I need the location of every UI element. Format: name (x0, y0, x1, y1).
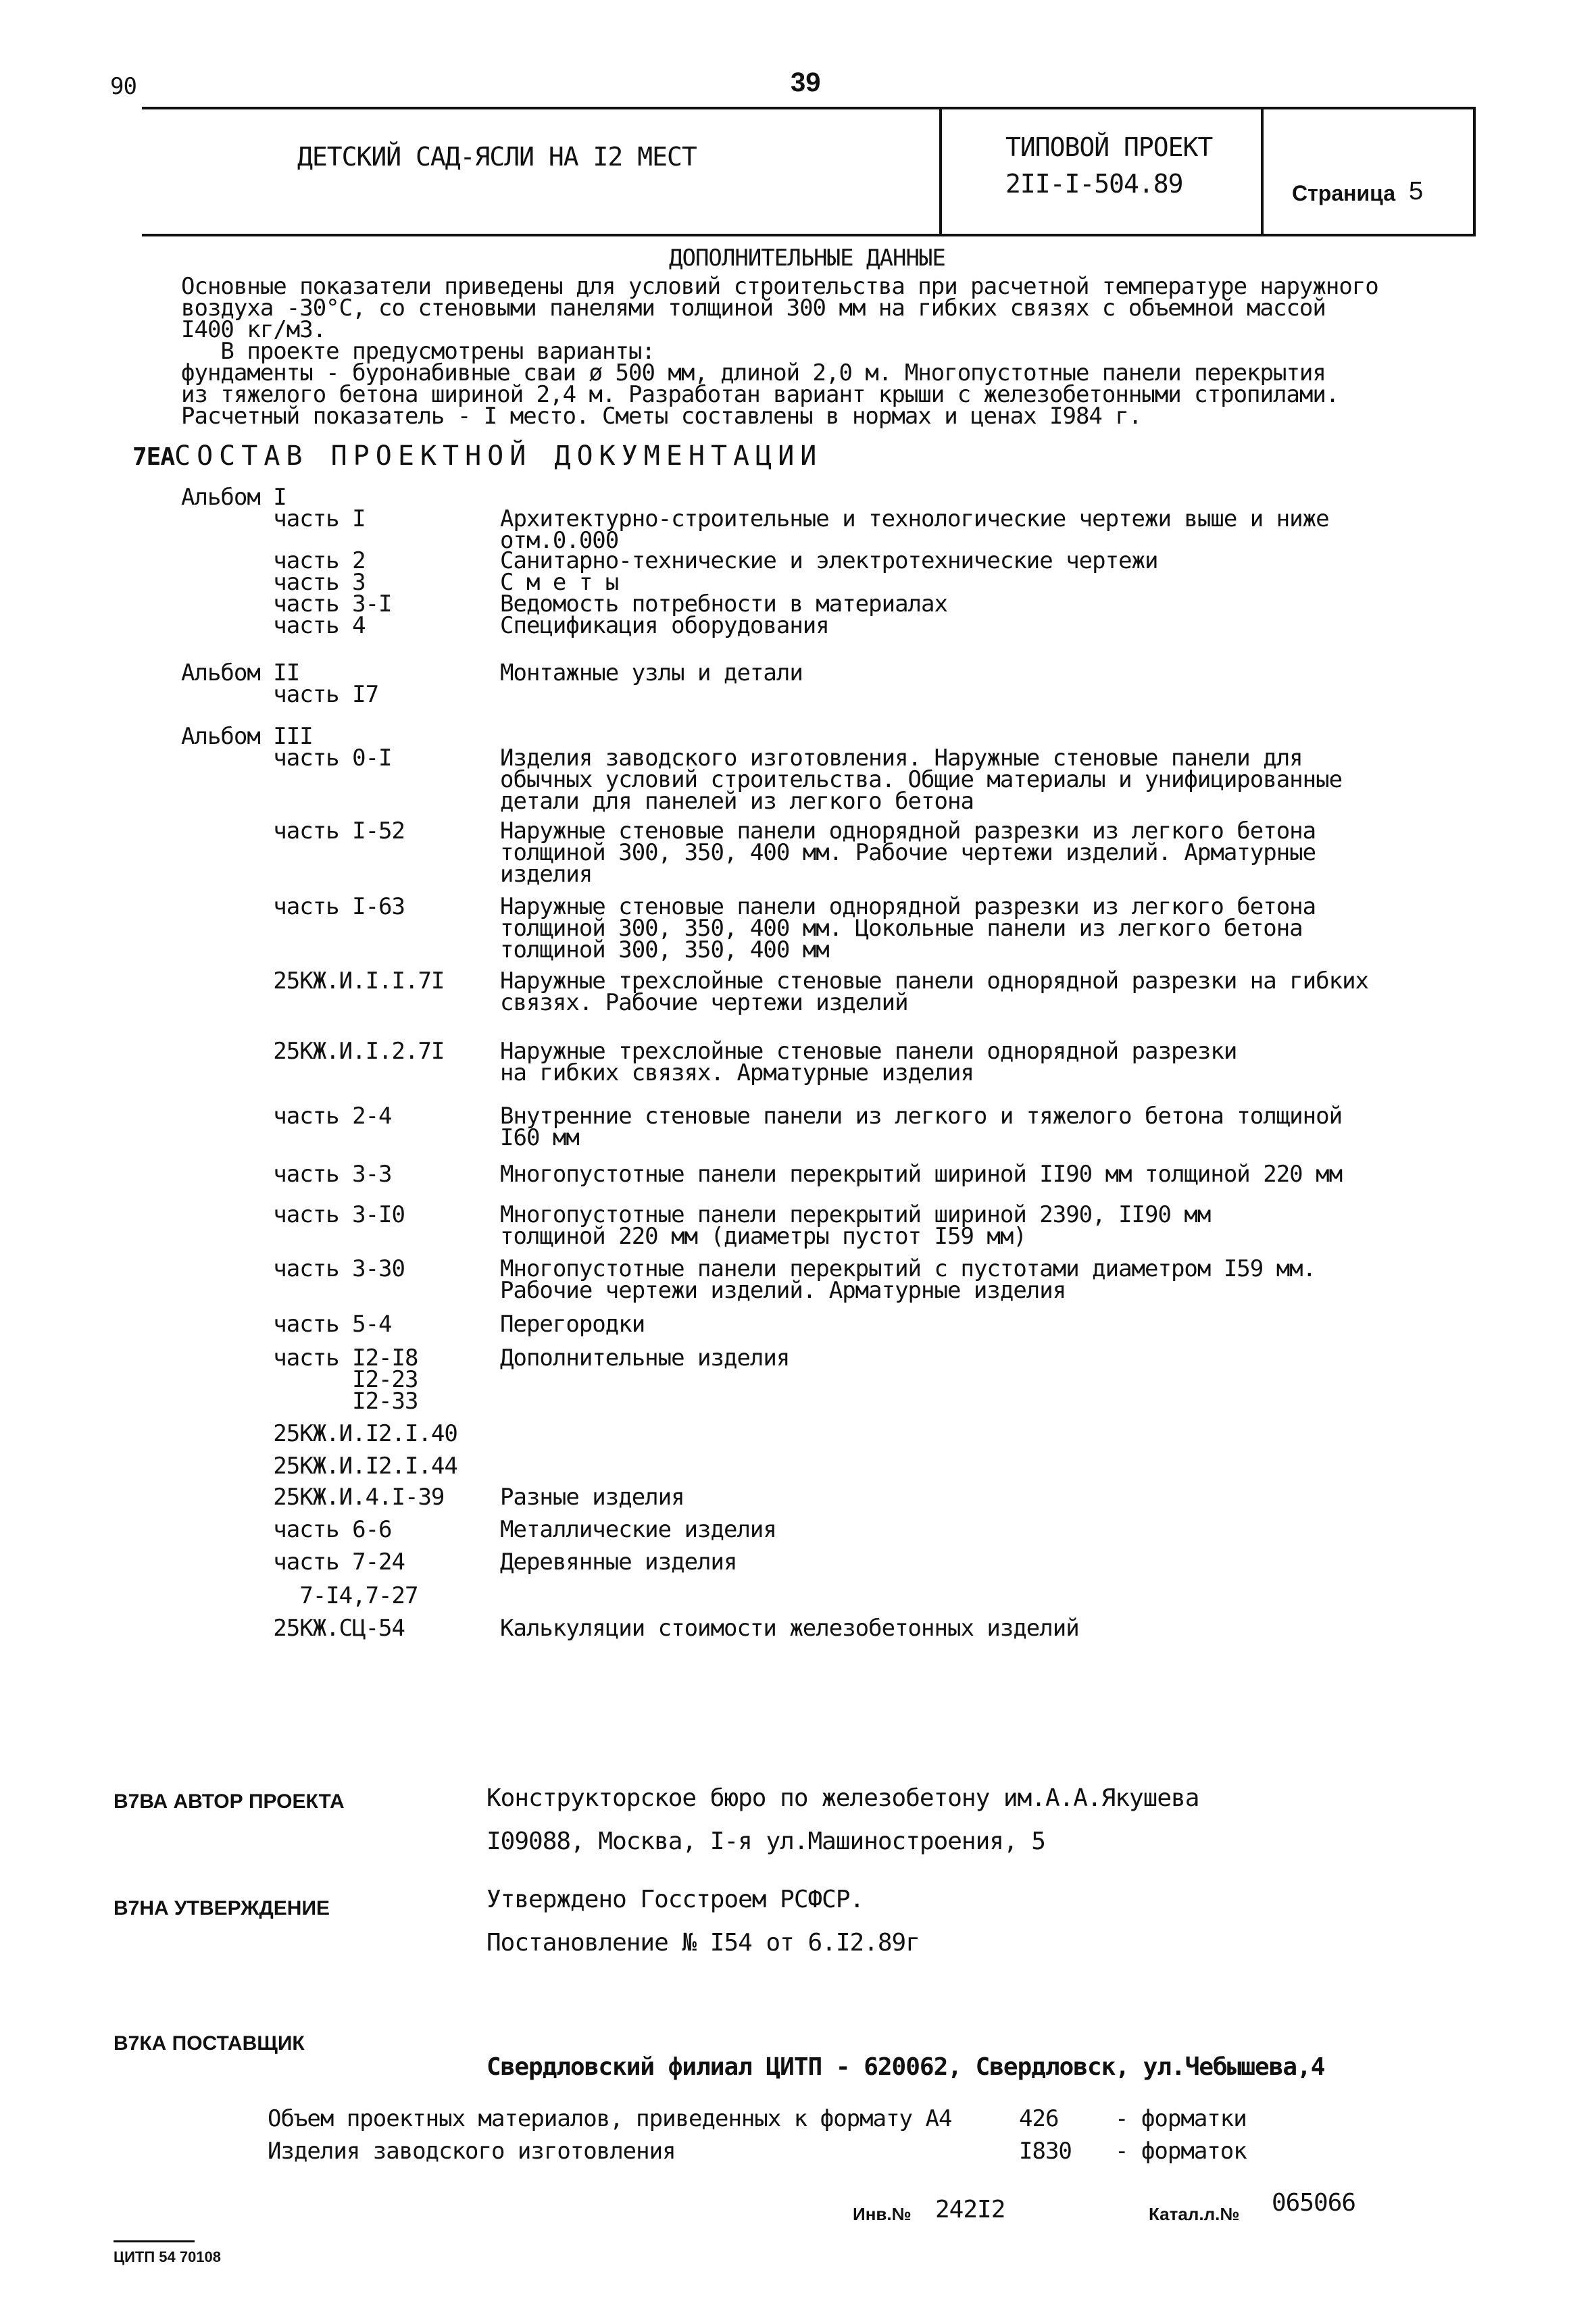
page-number: 39 (791, 68, 821, 97)
inventory-label: Инв.№ (853, 2204, 912, 2224)
author-text: Конструкторское бюро по железобетону им.А.А.Якушева I09088, Москва, I-я ул.Машиностроения, 5 (487, 1784, 1199, 1855)
additional-data-title: ДОПОЛНИТЕЛЬНЫЕ ДАННЫЕ (669, 245, 945, 272)
document-part-label: 25КЖ.И.I.I.7I (181, 967, 445, 995)
project-type: ТИПОВОЙ ПРОЕКТ (1005, 132, 1213, 162)
document-part-description: Наружные стеновые панели однорядной разрезки из легкого бетона толщиной 300, 350, 400 мм. Цокольные панели из легкого бетона толщиной 300, 350, 400 мм (500, 893, 1316, 963)
document-part-description: Металлические изделия (500, 1516, 776, 1543)
document-part-label: 25КЖ.И.I2.I.40 (181, 1420, 457, 1447)
document-part-label: 25КЖ.СЦ-54 (181, 1615, 405, 1642)
document-part-description: Санитарно-технические и электротехнические чертежи (500, 547, 1158, 574)
document-part-description: Разные изделия (500, 1484, 684, 1511)
header-right-edge (1473, 107, 1476, 236)
document-part-description: Деревянные изделия (500, 1549, 737, 1576)
document-part-label: 25КЖ.И.I.2.7I (181, 1038, 445, 1065)
document-part-description: Наружные стеновые панели однорядной разрезки из легкого бетона толщиной 300, 350, 400 мм. Рабочие чертежи изделий. Арматурные изделия (500, 818, 1316, 888)
document-part-description: Наружные трехслойные стеновые панели однорядной разрезки на гибких связях. Арматурные изделия (500, 1038, 1237, 1086)
catalog-label: Катал.л.№ (1149, 2204, 1240, 2224)
document-part-label: часть I-52 (181, 818, 405, 845)
volume-line-2: Изделия заводского изготовления (268, 2138, 676, 2165)
document-part-description: Изделия заводского изготовления. Наружные стеновые панели для обычных условий строительства. Общие материалы и унифицированные детали для панелей из легкого бетона (500, 745, 1343, 815)
document-part-description: Дополнительные изделия (500, 1344, 790, 1372)
document-part-label: часть 4 (181, 612, 366, 639)
catalog-value: 065066 (1272, 2189, 1356, 2217)
composition-code: 7ЕА (132, 443, 175, 471)
volume-unit-1: - форматки (1115, 2105, 1247, 2132)
document-part-label: часть 3-3 (181, 1161, 392, 1188)
header-divider-2 (1261, 107, 1264, 236)
document-part-label: часть 2-4 (181, 1103, 392, 1130)
approval-text: Утверждено Госстроем РСФСР. Постановление № I54 от 6.I2.89г (487, 1886, 920, 1957)
document-part-label: часть 6-6 (181, 1516, 392, 1543)
inventory-value: 242I2 (935, 2196, 1005, 2223)
document-part-label: Альбом III (181, 723, 313, 750)
project-code: 2II-I-504.89 (1005, 169, 1183, 199)
volume-number-2: I830 (1019, 2138, 1072, 2165)
header-top-rule (142, 107, 1474, 109)
document-part-description: Ведомость потребности в материалах (500, 590, 947, 618)
print-mark-rule (114, 2240, 195, 2242)
document-part-label: 7-I4,7-27 (181, 1582, 418, 1609)
document-part-description: С м е т ы (500, 569, 619, 596)
document-part-description: Калькуляции стоимости железобетонных изделий (500, 1615, 1079, 1642)
document-part-label: часть 3 (181, 569, 366, 596)
supplier-label: В7КА ПОСТАВЩИК (114, 2032, 305, 2055)
volume-unit-2: - форматок (1115, 2138, 1247, 2165)
document-part-label: часть I (181, 505, 366, 532)
document-part-label: часть 5-4 (181, 1311, 392, 1338)
document-part-description: Монтажные узлы и детали (500, 659, 803, 686)
header-bottom-rule (142, 234, 1474, 236)
document-part-label: часть 3-30 (181, 1255, 405, 1282)
document-part-description: Спецификация оборудования (500, 612, 829, 639)
document-part-label: 25КЖ.И.I2.I.44 (181, 1453, 457, 1480)
document-part-description: Внутренние стеновые панели из легкого и тяжелого бетона толщиной I60 мм (500, 1103, 1343, 1151)
document-part-description: Архитектурно-строительные и технологические чертежи выше и ниже отм.0.000 (500, 505, 1329, 554)
composition-title: СОСТАВ ПРОЕКТНОЙ ДОКУМЕНТАЦИИ (174, 441, 823, 472)
document-part-label: часть 3-I (181, 590, 392, 618)
header-divider-1 (939, 107, 942, 236)
document-part-description: Многопустотные панели перекрытий шириной 2390, II90 мм толщиной 220 мм (диаметры пустот I59 мм) (500, 1201, 1211, 1250)
corner-mark: 90 (110, 73, 136, 100)
approval-label: В7НА УТВЕРЖДЕНИЕ (114, 1897, 330, 1919)
document-part-description: Наружные трехслойные стеновые панели однорядной разрезки на гибких связях. Рабочие чертежи изделий (500, 967, 1369, 1016)
document-part-label: Альбом II (181, 659, 300, 686)
document-part-label: часть I-63 (181, 893, 405, 920)
document-part-label: часть I7 (181, 681, 379, 708)
page-value: 5 (1409, 177, 1424, 205)
document-part-description: Перегородки (500, 1311, 645, 1338)
print-mark: ЦИТП 54 70108 (114, 2248, 222, 2265)
document-part-label: часть 0-I (181, 745, 392, 772)
document-part-description: Многопустотные панели перекрытий с пустотами диаметром I59 мм. Рабочие чертежи изделий. Арматурные изделия (500, 1255, 1316, 1304)
document-part-label: Альбом I (181, 484, 286, 511)
document-part-label: 25КЖ.И.4.I-39 (181, 1484, 445, 1511)
page-label: Страница (1292, 181, 1395, 205)
additional-data-text: Основные показатели приведены для условий строительства при расчетной температуре наружного воздуха -30°С, со стеновыми панелями толщиной 300 мм на гибких связях с объемной массой I400 кг/м3. В проекте предусмотрены варианты: фундаменты - буронабивные сваи ø 500 мм, длиной 2,0 м. Многопустотные панели перекрытия из тяжелого бетона шириной 2,4 м. Разработан вариант крыши с железобетонными стропилами. Расчетный показатель - I место. Сметы составлены в нормах и ценах I984 г. (181, 273, 1378, 430)
document-part-description: Многопустотные панели перекрытий шириной II90 мм толщиной 220 мм (500, 1161, 1343, 1188)
document-part-label: часть 7-24 (181, 1549, 405, 1576)
document-part-label: часть 3-I0 (181, 1201, 405, 1228)
document-title: ДЕТСКИЙ САД-ЯСЛИ НА I2 МЕСТ (297, 142, 697, 172)
document-part-label: часть I2-I8 I2-23 I2-33 (273, 1344, 418, 1415)
volume-number-1: 426 (1019, 2105, 1059, 2132)
volume-line-1: Объем проектных материалов, приведенных к формату А4 (268, 2105, 952, 2132)
supplier-text: Свердловский филиал ЦИТП - 620062, Свердловск, ул.Чебышева,4 (487, 2053, 1325, 2081)
document-part-label: часть 2 (181, 547, 366, 574)
author-label: В7ВА АВТОР ПРОЕКТА (114, 1790, 345, 1813)
